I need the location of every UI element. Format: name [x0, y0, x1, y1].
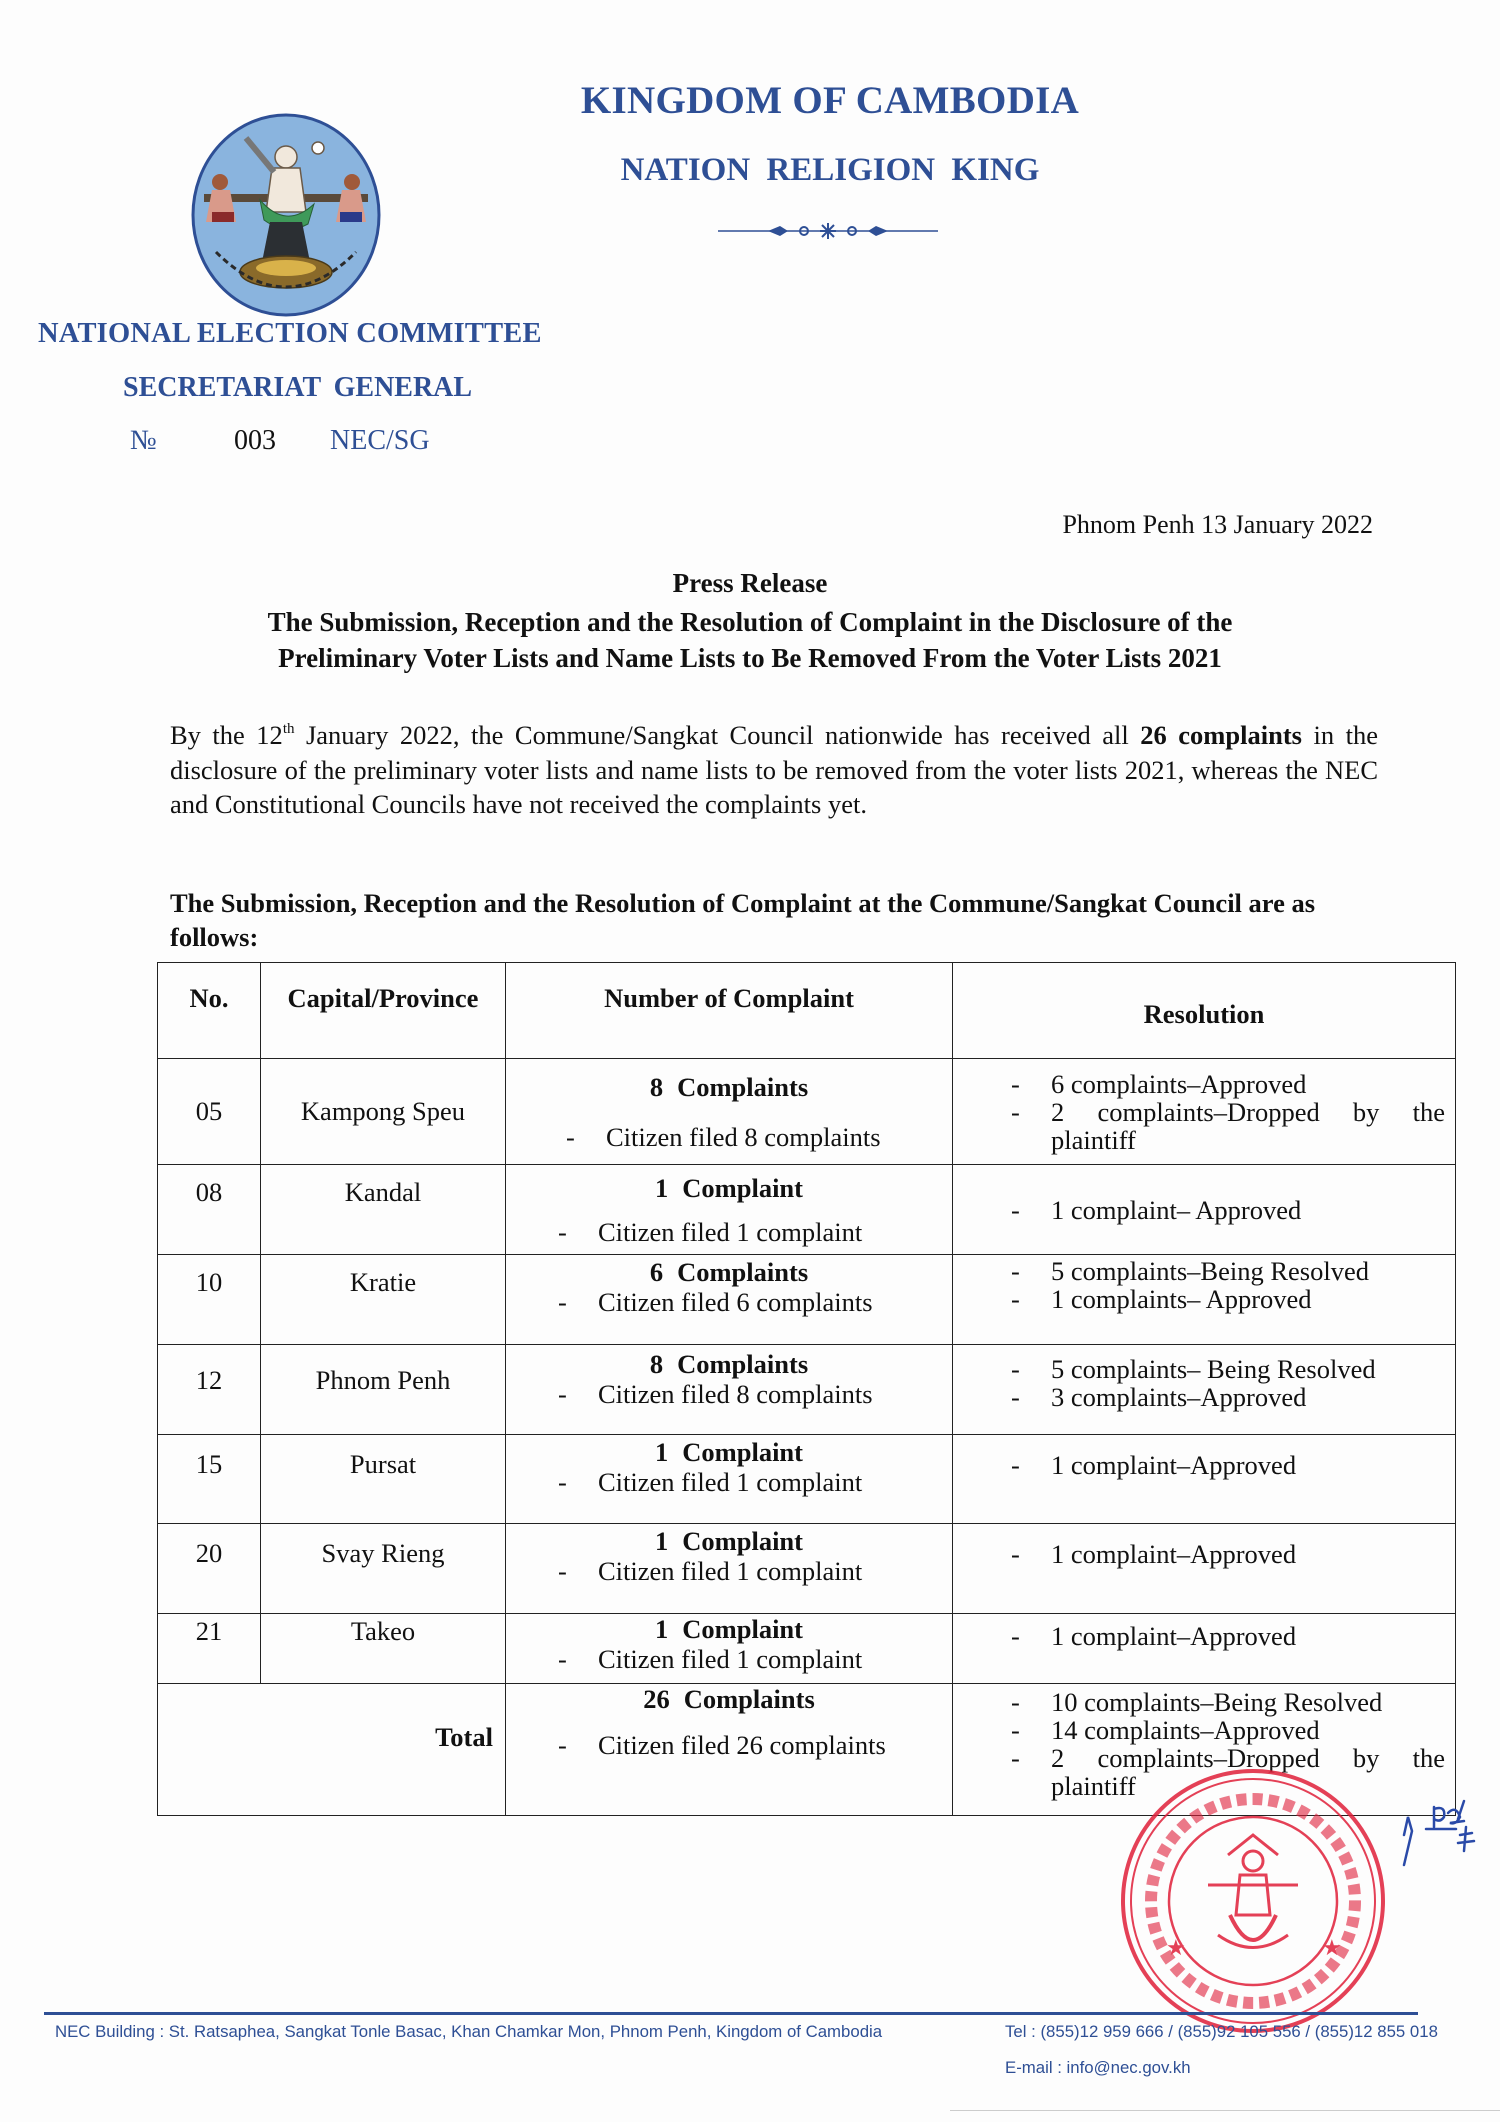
- count-number: 1: [655, 1614, 669, 1644]
- count-label: Complaints: [677, 1257, 809, 1287]
- footer-bottom-rule: [950, 2110, 1500, 2111]
- title-line-2: Preliminary Voter Lists and Name Lists to Be Removed From the Voter Lists 2021: [278, 643, 1222, 673]
- row-province: Kampong Speu: [261, 1059, 506, 1165]
- count-number: 26: [643, 1684, 670, 1714]
- bullet: -: [1011, 1539, 1020, 1569]
- organization-name: NATIONAL ELECTION COMMITTEE: [38, 318, 542, 349]
- row-province: Takeo: [261, 1614, 506, 1684]
- row-number: 10: [158, 1255, 261, 1345]
- bullet: -: [1011, 1354, 1020, 1384]
- table-row: [158, 1059, 1456, 1165]
- footer-address: NEC Building : St. Ratsaphea, Sangkat Tonle Basac, Khan Chamkar Mon, Phnom Penh, Kingdom of Cambodia: [55, 2022, 883, 2041]
- filed-text: Citizen filed 6 complaints: [598, 1287, 873, 1317]
- bullet: -: [558, 1287, 567, 1317]
- footer-divider: [44, 2012, 1418, 2015]
- resolution-item: 5 complaints–Being Resolved: [1051, 1256, 1369, 1286]
- row-number: 12: [158, 1345, 261, 1435]
- table-row: [158, 1524, 1456, 1614]
- resolution-item: 2 complaints–Dropped by the plaintiff: [1051, 1096, 1445, 1155]
- resolution-item: 1 complaint–Approved: [1051, 1621, 1297, 1651]
- intro-text-1: By the 12: [170, 720, 283, 750]
- count-label: Complaints: [683, 1684, 815, 1714]
- count-label: Complaint: [682, 1172, 803, 1203]
- count-label: Complaint: [682, 1614, 803, 1644]
- table-header-row: [158, 963, 1456, 1059]
- svg-text:★: ★: [1166, 1936, 1186, 1961]
- resolution-item: 2 complaints–Dropped by the plaintiff: [1051, 1743, 1445, 1801]
- footer-phone: Tel : (855)12 959 666 / (855)92 105 556 / (855)12 855 018: [1005, 2022, 1438, 2041]
- row-resolution: [953, 1059, 1456, 1165]
- bullet: -: [1011, 1743, 1020, 1773]
- resolution-item: 14 complaints–Approved: [1051, 1715, 1320, 1745]
- filed-text: Citizen filed 1 complaint: [598, 1644, 863, 1674]
- count-label: Complaint: [682, 1526, 803, 1556]
- count-number: 8: [649, 1071, 664, 1102]
- row-complaint-count: [506, 1524, 953, 1614]
- row-province: Pursat: [261, 1435, 506, 1524]
- bullet: -: [1011, 1284, 1020, 1314]
- press-release-title: [150, 604, 1350, 676]
- filed-text: Citizen filed 8 complaints: [598, 1379, 873, 1409]
- resolution-item: 1 complaint– Approved: [1051, 1194, 1302, 1225]
- count-number: 1: [655, 1526, 669, 1556]
- complaints-table: [157, 962, 1456, 1816]
- count-label: Complaints: [677, 1349, 809, 1379]
- row-resolution: [953, 1255, 1456, 1345]
- resolution-item: 1 complaint–Approved: [1051, 1450, 1297, 1480]
- filed-text: Citizen filed 1 complaint: [598, 1556, 863, 1586]
- nec-emblem-logo: [190, 112, 382, 318]
- row-complaint-count: [506, 1614, 953, 1684]
- national-motto: NATION RELIGION KING: [620, 152, 1040, 188]
- count-number: 8: [649, 1349, 664, 1379]
- bullet: -: [558, 1379, 567, 1409]
- row-province: Kandal: [261, 1165, 506, 1255]
- column-header-no: No.: [158, 963, 261, 1059]
- row-number: 05: [158, 1059, 261, 1165]
- count-label: Complaints: [677, 1071, 809, 1102]
- bullet: -: [1011, 1068, 1020, 1099]
- resolution-item: 6 complaints–Approved: [1051, 1068, 1307, 1099]
- handwritten-signature: [1400, 1795, 1495, 1875]
- department-name: SECRETARIAT GENERAL: [123, 372, 473, 403]
- filed-text: Citizen filed 1 complaint: [598, 1216, 863, 1247]
- intro-text-2: January 2022, the Commune/Sangkat Council nationwide has received all: [294, 720, 1141, 750]
- decorative-divider-icon: [718, 222, 938, 240]
- date-line: Phnom Penh 13 January 2022: [1062, 510, 1373, 539]
- bullet: -: [1011, 1621, 1020, 1651]
- resolution-item: 10 complaints–Being Resolved: [1051, 1687, 1383, 1717]
- bullet: -: [558, 1216, 567, 1247]
- filed-text: Citizen filed 1 complaint: [598, 1467, 863, 1497]
- row-number: 21: [158, 1614, 261, 1684]
- bullet: -: [558, 1467, 567, 1497]
- footer-email: E-mail : info@nec.gov.kh: [1005, 2058, 1191, 2077]
- official-seal-stamp: [1118, 1765, 1388, 2037]
- row-complaint-count: [506, 1165, 953, 1255]
- count-number: 1: [655, 1172, 669, 1203]
- row-complaint-count: [506, 1255, 953, 1345]
- row-number: 08: [158, 1165, 261, 1255]
- reference-number-value: 003: [234, 425, 276, 456]
- ordinal-suffix: th: [282, 721, 295, 737]
- row-resolution: [953, 1345, 1456, 1435]
- row-resolution: [953, 1614, 1456, 1684]
- row-resolution: [953, 1435, 1456, 1524]
- column-header-resolution: Resolution: [953, 963, 1456, 1059]
- row-province: Phnom Penh: [261, 1345, 506, 1435]
- bullet: -: [566, 1121, 575, 1152]
- reference-number: [130, 425, 430, 457]
- row-complaint-count: [506, 1059, 953, 1165]
- reference-symbol: №: [130, 425, 157, 456]
- row-number: 20: [158, 1524, 261, 1614]
- section-heading: The Submission, Reception and the Resolution of Complaint at the Commune/Sangkat Council are as follows:: [170, 888, 1316, 952]
- column-header-number: Number of Complaint: [506, 963, 953, 1059]
- bullet: -: [558, 1730, 567, 1760]
- bullet: -: [558, 1644, 567, 1674]
- filed-text: Citizen filed 26 complaints: [598, 1730, 886, 1760]
- column-header-province: Capital/Province: [261, 963, 506, 1059]
- resolution-item: 3 complaints–Approved: [1051, 1382, 1307, 1412]
- country-title: KINGDOM OF CAMBODIA: [580, 79, 1080, 122]
- filed-text: Citizen filed 8 complaints: [606, 1121, 881, 1152]
- table-row: [158, 1165, 1456, 1255]
- intro-bold-count: 26 complaints: [1140, 720, 1302, 750]
- bullet: -: [1011, 1687, 1020, 1717]
- table-row: [158, 1345, 1456, 1435]
- bullet: -: [1011, 1450, 1020, 1480]
- count-number: 6: [649, 1257, 664, 1287]
- title-line-1: The Submission, Reception and the Resolution of Complaint in the Disclosure of the: [267, 607, 1233, 637]
- intro-text-3: in the disclosure of the preliminary voter lists and name lists to be removed from the voter lists 2021, whereas the NEC and Constitutional Councils have not received the complaints yet.: [170, 720, 1378, 819]
- count-label: Complaint: [682, 1437, 803, 1467]
- table-row: [158, 1614, 1456, 1684]
- bullet: -: [1011, 1194, 1020, 1225]
- row-number: 15: [158, 1435, 261, 1524]
- intro-paragraph: [170, 718, 1378, 822]
- resolution-item: 1 complaint–Approved: [1051, 1539, 1297, 1569]
- bullet: -: [558, 1556, 567, 1586]
- resolution-item: 1 complaints– Approved: [1051, 1284, 1312, 1314]
- table-row: [158, 1255, 1456, 1345]
- svg-text:★: ★: [1322, 1936, 1342, 1961]
- reference-code: NEC/SG: [330, 425, 430, 456]
- row-resolution: [953, 1524, 1456, 1614]
- bullet: -: [1011, 1256, 1020, 1286]
- row-complaint-count: [506, 1435, 953, 1524]
- bullet: -: [1011, 1096, 1020, 1127]
- total-complaint-count: [506, 1684, 953, 1816]
- row-resolution: [953, 1165, 1456, 1255]
- row-complaint-count: [506, 1345, 953, 1435]
- bullet: -: [1011, 1715, 1020, 1745]
- table-row: [158, 1435, 1456, 1524]
- resolution-item: 5 complaints– Being Resolved: [1051, 1354, 1376, 1384]
- total-label: Total: [158, 1684, 506, 1816]
- signature-icon: [1400, 1795, 1495, 1875]
- row-province: Svay Rieng: [261, 1524, 506, 1614]
- bullet: -: [1011, 1382, 1020, 1412]
- official-seal-icon: [1118, 1765, 1388, 2037]
- row-province: Kratie: [261, 1255, 506, 1345]
- nec-emblem-icon: [190, 112, 382, 318]
- count-number: 1: [655, 1437, 669, 1467]
- press-release-label: Press Release: [672, 568, 828, 598]
